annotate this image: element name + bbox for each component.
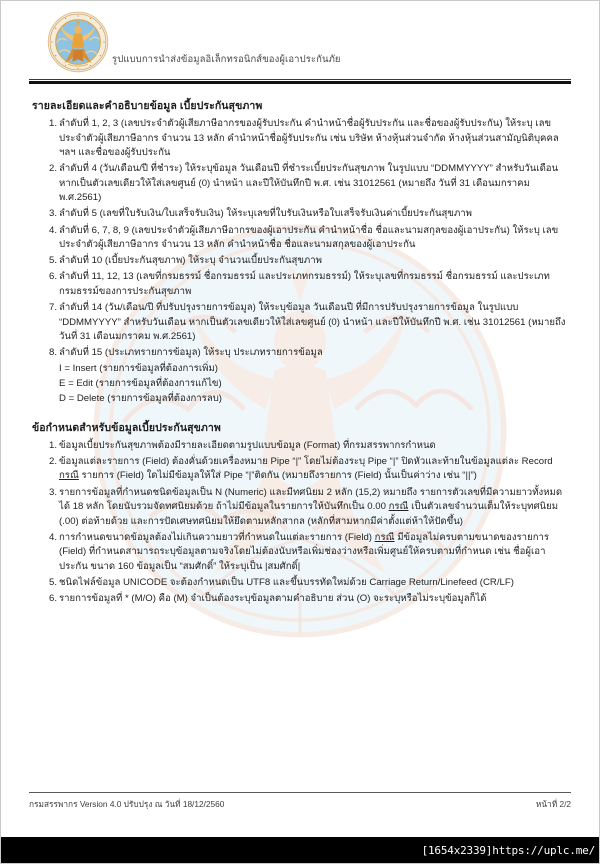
list-item <box>29 207 571 222</box>
document-header-title: รูปแบบการนำส่งข้อมูลอิเล็กทรอนิกส์ของผู้เอาประกันภัย <box>112 54 341 65</box>
list-marker: 6. <box>48 593 57 605</box>
list-item-text: ลำดับที่ 10 (เบี้ยประกันสุขภาพ) ให้ระบุ จำนวนเบี้ยประกันสุขภาพ <box>59 255 322 267</box>
requirements-list <box>29 439 571 607</box>
details-list <box>29 117 571 361</box>
list-marker: 6. <box>48 271 57 283</box>
list-item <box>29 439 571 454</box>
list-marker: 1. <box>48 118 57 129</box>
list-item <box>29 531 571 575</box>
section-heading-requirements: ข้อกำหนดสำหรับข้อมูลเบี้ยประกันสุขภาพ <box>32 421 221 434</box>
list-item-text: การกำหนดขนาดข้อมูลต้องไม่เกินความยาวที่กำหนดในแต่ละรายการ (Field) กรณี มีข้อมูลไม่ครบตามขนาดของรายการ (Field) ที่กำหนดสามารถระบุข้อมูลตามจริงโดยไม่ต้องนับหรือเพิ่มช่องว่างหรือเพิ่มศูนย์ให้ครบตามที่กำหนด เช่น ชื่อผู้เอาประกัน ขนาด 160 ข้อมูลเป็น “สมศักดิ์” ให้ระบุเป็น |สมศักดิ์| <box>59 531 550 572</box>
document-content <box>1 83 599 607</box>
section-heading-details: รายละเอียดและคำอธิบายข้อมูล เบี้ยประกันสุขภาพ <box>32 100 263 112</box>
list-item-text: ข้อมูลเบี้ยประกันสุขภาพต้องมีรายละเอียดตามรูปแบบข้อมูล (Format) ที่กรมสรรพากรกำหนด <box>59 439 436 451</box>
list-item <box>29 270 571 299</box>
list-marker: 4. <box>48 224 57 236</box>
list-item-text: ลำดับที่ 4 (วัน/เดือน/ปี ที่ชำระ) ให้ระบุข้อมูล วันเดือนปี ที่ชำระเบี้ยประกันสุขภาพ ในรูปแบบ “DDMMYYYY” สำหรับวันเดือน หากเป็นตัวเลขเดียวให้ใส่เลขศูนย์ (0) นำหน้า และปีให้บันทึกปี พ.ศ. เช่น 31012561 (หมายถึง วันที่ 31 เดือนมกราคม พ.ศ.2561) <box>59 163 559 204</box>
list-item-text: ลำดับที่ 11, 12, 13 (เลขที่กรมธรรม์ ชื่อกรมธรรม์ และประเภทกรมธรรม์) ให้ระบุเลขที่กรมธรรม์ ชื่อกรมธรรม์ และประเภทกรมธรรม์ของการประกันสุขภาพ <box>59 271 550 297</box>
list-item-text: ลำดับที่ 15 (ประเภทรายการข้อมูล) ให้ระบุ ประเภทรายการข้อมูล <box>59 347 323 359</box>
list-item-text: ลำดับที่ 1, 2, 3 (เลขประจำตัวผู้เสียภาษีอากรของผู้รับประกัน คำนำหน้าชื่อผู้รับประกัน และชื่อของผู้รับประกัน) ให้ระบุ เลขประจำตัวผู้เสียภาษีอากร จำนวน 13 หลัก คำนำหน้าชื่อผู้รับประกัน เช่น บริษัท ห้างหุ้นส่วนจำกัด ห้างหุ้นส่วนสามัญนิติบุคคล ฯลฯ และชื่อของผู้รับประกัน <box>59 118 559 159</box>
list-item <box>29 486 571 530</box>
footer-version-text: กรมสรรพากร Version 4.0 ปรับปรุง ณ วันที่ 18/12/2560 <box>29 799 225 809</box>
list-marker: 1. <box>48 439 57 451</box>
document-footer <box>29 792 571 811</box>
list-item <box>29 346 571 361</box>
list-item-text: รายการข้อมูลที่กำหนดชนิดข้อมูลเป็น N (Numeric) และมีทศนิยม 2 หลัก (15,2) หมายถึง รายการตัวเลขที่มีความยาวทั้งหมดได้ 18 หลัก โดยนับรวมจัดทศนิยมด้วย ถ้าไม่มีข้อมูลในรายการให้บันทึกเป็น 0.00 กรณี เป็นตัวเลขจำนวนเต็มให้ระบุทศนิยม (.00) ต่อท้ายด้วย และการปัดเศษทศนิยมให้ยึดตามหลักสากล (หลักที่สามหากมีค่าตั้งแต่ห้าให้ปัดขึ้น) <box>59 486 563 527</box>
list-marker: 2. <box>48 163 57 175</box>
list-item <box>29 592 571 607</box>
list-marker: 7. <box>48 301 57 313</box>
list-item <box>29 224 571 253</box>
sub-list-item: I = Insert (รายการข้อมูลที่ต้องการเพิ่ม) <box>59 363 218 375</box>
list-marker: 3. <box>48 208 57 220</box>
list-item-text: ข้อมูลแต่ละรายการ (Field) ต้องคั่นด้วยเครื่องหมาย Pipe “|” โดยไม่ต้องระบุ Pipe “|” ปิดหัวและท้ายในข้อมูลแต่ละ Record กรณี รายการ (Field) ใดไม่มีข้อมูลให้ใส่ Pipe “|”ติดกัน (หมายถึงรายการ (Field) นั้นเป็นค่าว่าง เช่น “||”) <box>59 455 553 482</box>
list-marker: 5. <box>48 577 57 589</box>
list-item <box>29 117 571 161</box>
list-marker: 8. <box>48 347 57 359</box>
list-marker: 2. <box>48 455 57 467</box>
list-item-text: ชนิดไฟล์ข้อมูล UNICODE จะต้องกำหนดเป็น UTF8 และขึ้นบรรทัดใหม่ด้วย Carriage Return/Linefeed (CR/LF) <box>59 577 514 589</box>
list-item-text: ลำดับที่ 6, 7, 8, 9 (เลขประจำตัวผู้เสียภาษีอากรของผู้เอาประกัน คำนำหน้าชื่อ ชื่อและนามสกุลของผู้เอาประกัน) ให้ระบุ เลขประจำตัวผู้เสียภาษีอากร จำนวน 13 หลัก คำนำหน้าชื่อ ชื่อและนามสกุลของผู้เอาประกัน <box>59 224 559 251</box>
sub-list-item: E = Edit (รายการข้อมูลที่ต้องการแก้ไข) <box>59 378 222 390</box>
list-item <box>29 455 571 484</box>
list-item <box>29 162 571 206</box>
image-source-overlay-text: [1654x2339]https://uplc.me/ <box>421 843 595 857</box>
list-marker: 3. <box>48 486 57 498</box>
record-type-sublist <box>29 362 571 407</box>
footer-page-number: หน้าที่ 2/2 <box>535 799 571 809</box>
list-item-text: ลำดับที่ 14 (วัน/เดือน/ปี ที่ปรับปรุงรายการข้อมูล) ให้ระบุข้อมูล วันเดือนปี ที่มีการปรับปรุงรายการข้อมูล ในรูปแบบ “DDMMYYYY” สำหรับวันเดือน หากเป็นตัวเลขเดียวให้ใส่เลขศูนย์ (0) นำหน้า และปีให้บันทึกปี พ.ศ. เช่น 31012561 (หมายถึง วันที่ 31 เดือนมกราคม พ.ศ.2561) <box>59 301 566 343</box>
list-item <box>29 576 571 591</box>
sub-list-item: D = Delete (รายการข้อมูลที่ต้องการลบ) <box>59 392 223 404</box>
document-header <box>1 1 599 73</box>
list-marker: 5. <box>48 255 57 267</box>
list-item-text: ลำดับที่ 5 (เลขที่ใบรับเงิน/ใบเสร็จรับเงิน) ให้ระบุเลขที่ใบรับเงินหรือใบเสร็จรับเงินค่าเบี้ยประกันสุขภาพ <box>59 208 472 220</box>
image-source-overlay-bar <box>1 837 599 863</box>
list-marker: 4. <box>48 531 57 543</box>
thai-revenue-department-seal-icon <box>47 11 109 73</box>
list-item <box>29 301 571 345</box>
list-item-text: รายการข้อมูลที่ * (M/O) คือ (M) จำเป็นต้องระบุข้อมูลตามคำอธิบาย ส่วน (O) จะระบุหรือไม่ระบุข้อมูลก็ได้ <box>59 593 487 605</box>
list-item <box>29 254 571 269</box>
